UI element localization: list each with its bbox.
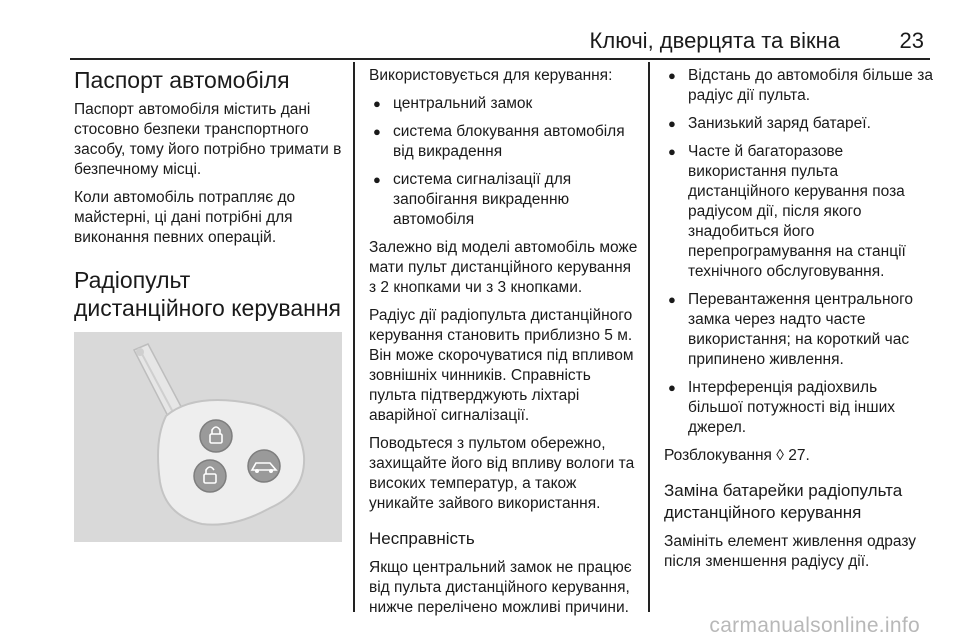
cross-reference-icon: ◊ — [776, 447, 784, 464]
heading-remote-control: Радіопульт дистанційного керування — [74, 267, 341, 321]
paragraph-care: Поводьтеся з пультом обережно, захищайте його від впливу вологи та високих температур, а також уникайте зайвого використання. — [369, 435, 635, 512]
heading-fault: Несправність — [369, 529, 475, 548]
trunk-button — [248, 450, 280, 482]
remote-key-figure — [74, 332, 342, 542]
bullet-list-causes — [664, 66, 936, 438]
paragraph-range: Радіус дії радіопульта дистанційного керування становить приблизно 5 м. Він може скорочуватися під впливом зовнішніх чинників. Справність пульта підтверджують ліхтарі аварійної сигналізації. — [369, 307, 634, 424]
key-fob-body — [158, 400, 304, 525]
paragraph-battery: Замініть елемент живлення одразу після зменшення радіусу дії. — [664, 533, 917, 570]
list-item: ● Відстань до автомобіля більше за радіус дії пульта. — [664, 66, 936, 106]
paragraph-used-for: Використовується для керування: — [369, 67, 613, 84]
list-item: ● центральний замок — [369, 94, 641, 114]
list-item: ● Інтерференція радіохвиль більшої потужності від інших джерел. — [664, 378, 936, 438]
header-rule — [70, 58, 930, 60]
section-title: Ключі, дверцята та вікна — [589, 28, 840, 53]
column-1 — [74, 66, 346, 542]
cross-reference-label: Розблокування — [664, 447, 772, 464]
page-number: 23 — [899, 28, 924, 53]
paragraph-model-buttons: Залежно від моделі автомобіль може мати пульт дистанційного керування з 2 кнопками чи з 3 кнопками. — [369, 239, 638, 296]
unlock-cross-reference[interactable] — [664, 446, 936, 466]
cross-reference-page: 27. — [788, 447, 810, 464]
column-2 — [369, 66, 641, 626]
list-item: ● Занизький заряд батареї. — [664, 114, 936, 134]
watermark: carmanualsonline.info — [709, 614, 920, 637]
unlock-button — [194, 460, 226, 492]
paragraph-passport-info: Паспорт автомобіля містить дані стосовно безпеки транспортного засобу, тому його потрібно тримати в безпечному місці. — [74, 101, 342, 178]
column-3 — [664, 66, 936, 580]
column-divider-1 — [353, 62, 355, 612]
list-item: ● система сигналізації для запобігання викраденню автомобіля — [369, 170, 641, 230]
page-header — [0, 26, 960, 56]
list-item: ● система блокування автомобіля від викрадення — [369, 122, 641, 162]
heading-vehicle-passport: Паспорт автомобіля — [74, 67, 290, 93]
paragraph-workshop: Коли автомобіль потрапляє до майстерні, ці дані потрібні для виконання певних операцій. — [74, 189, 296, 246]
paragraph-fault: Якщо центральний замок не працює від пульта дистанційного керування, нижче перелічено можливі причини. — [369, 559, 632, 616]
column-divider-2 — [648, 62, 650, 612]
remote-key-illustration — [74, 332, 342, 542]
lock-button — [200, 420, 232, 452]
list-item: ● Часте й багаторазове використання пульта дистанційного керування поза радіусом дії, після якого знадобиться його перепрограмування на станції технічного обслуговування. — [664, 142, 936, 282]
list-item: ● Перевантаження центрального замка через надто часте використання; на короткий час припинено живлення. — [664, 290, 936, 370]
heading-battery-replacement: Заміна батарейки радіопульта дистанційного керування — [664, 481, 903, 522]
bullet-list-controls — [369, 94, 641, 230]
